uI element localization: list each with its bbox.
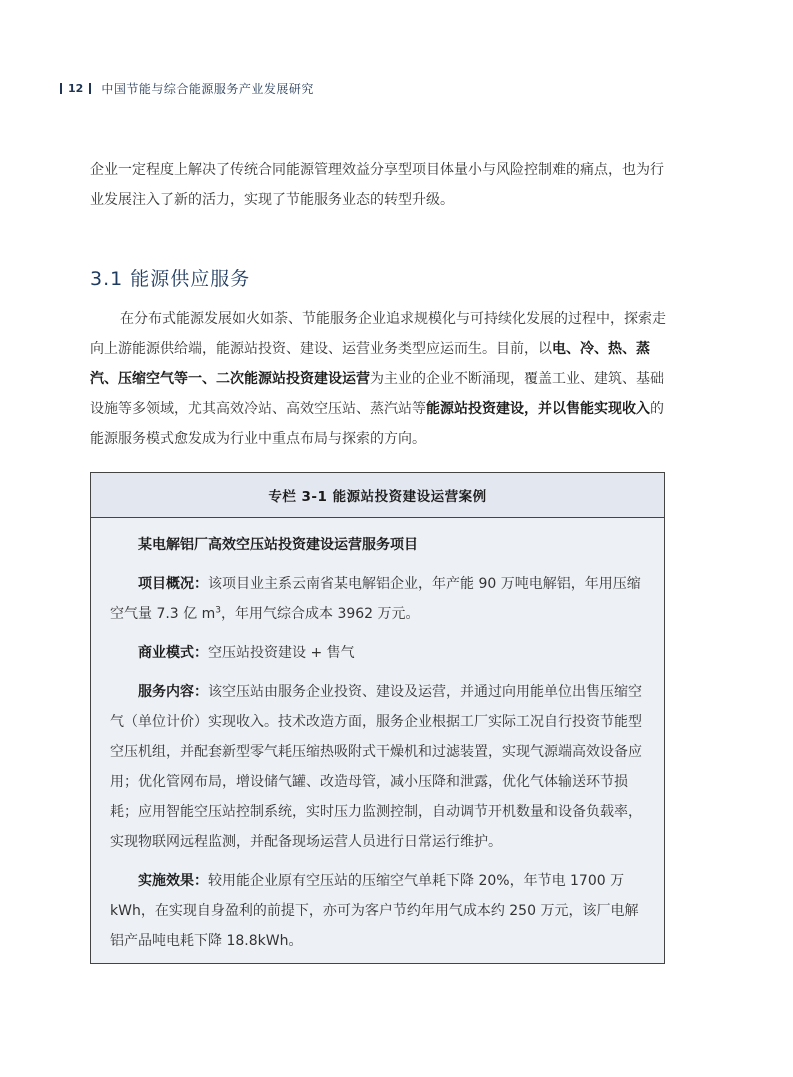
para-text-2: 为主业的企业不断涌现，覆盖工业、建筑、基础设施等多领域，尤其高效冷站、高效空压站、蒸汽站等 [90,371,664,417]
overview-label: 项目概况： [138,576,208,592]
project-title: 某电解铝厂高效空压站投资建设运营服务项目 [138,537,418,553]
para-bold-2: 能源站投资建设，并以售能实现收入 [426,401,650,417]
para-text-3: 的能源服务模式愈发成为行业中重点布局与探索的方向。 [90,401,664,447]
content-label: 服务内容： [138,684,208,700]
page-number: 12 [68,81,84,95]
para-text-1: 在分布式能源发展如火如荼、节能服务企业追求规模化与可持续化发展的过程中，探索走向上游能源供给端，能源站投资、建设、运营业务类型应运而生。目前，以 [90,311,666,357]
running-header [60,78,314,98]
content-text: 该空压站由服务企业投资、建设及运营，并通过向用能单位出售压缩空气（单位计价）实现收入。技术改造方面，服务企业根据工厂实际工况自行投资节能型空压机组，并配套新型零气耗压缩热吸附式干燥机和过滤装置，实现气源端高效设备应用；优化管网布局，增设储气罐、改造母管，减小压降和泄露，优化气体输送环节损耗；应用智能空压站控制系统，实时压力监测控制，自动调节开机数量和设备负载率，实现物联网远程监测，并配备现场运营人员进行日常运行维护。 [110,684,642,850]
case-box [90,472,665,964]
effect-label: 实施效果： [138,873,208,889]
section-paragraph [90,304,666,454]
header-right-bar [89,83,91,94]
content-paragraph [110,677,644,857]
overview-paragraph [110,569,644,629]
overview-superscript: 3 [215,605,221,616]
model-paragraph [110,638,644,668]
case-box-title: 专栏 3-1 能源站投资建设运营案例 [91,473,664,518]
effect-text: 较用能企业原有空压站的压缩空气单耗下降 20%，年节电 1700 万 kWh，在实现自身盈利的前提下，亦可为客户节约年用气成本约 250 万元，该厂电解铝产品吨电耗下降 18.8kWh。 [110,873,639,949]
book-title: 中国节能与综合能源服务产业发展研究 [101,81,314,96]
model-label: 商业模式： [138,645,208,661]
effect-paragraph [110,866,644,956]
section-heading: 3.1 能源供应服务 [90,268,251,290]
intro-paragraph: 企业一定程度上解决了传统合同能源管理效益分享型项目体量小与风险控制难的痛点，也为行业发展注入了新的活力，实现了节能服务业态的转型升级。 [90,162,664,208]
model-text: 空压站投资建设 + 售气 [208,645,355,661]
overview-text-2: ，年用气综合成本 3962 万元。 [221,606,420,622]
overview-text-1: 该项目业主系云南省某电解铝企业，年产能 90 万吨电解铝，年用压缩空气量 7.3 亿 m [110,576,641,622]
para-bold-1: 电、冷、热、蒸汽、压缩空气等一、二次能源站投资建设运营 [90,341,650,387]
case-box-body [91,518,664,956]
header-left-bar [60,83,62,94]
